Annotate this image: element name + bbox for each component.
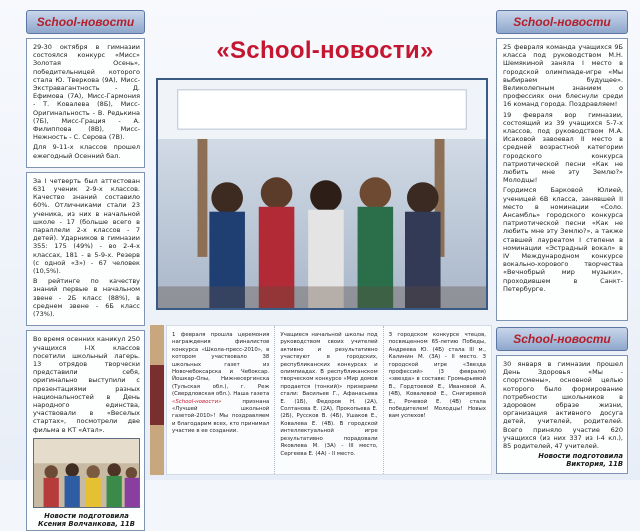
bottom-right-banner: [496, 327, 628, 351]
right-para-3: Гордимся Барковой Юлией, ученицей 6В класса, занявшей II место в номинации «Соло. Ансамбль» городского конкурса патриотической песни «Как не любить мне эту Землю?», а также ставшей лауреатом I степени в номинации «Эстрадный вокал» в IV Международном конкурсе вокально-хорового творчества «Вечнобрый мир музыки», проходившем в Санкт-Петербурге.: [503, 186, 623, 293]
bottom-right-signature: Новости подготовила Виктория, 11В: [538, 452, 623, 469]
left-news-box-1: [26, 38, 145, 168]
bottom-news-block: [166, 325, 492, 475]
left-para-1: 29-30 октября в гимназии состоялся конкурс «Мисс» Золотая Осень», победительницей которого стала Ю. Тверкова (9А), Мисс-Экстравагантность - Д. Ефимова (7А), Мисс-Гармония - Т. Ковалева (8Б), Мисс-Оригинальность - В. Редькина (7Б), Мисс-Грация - А. Филиппова (8В), Мисс-Нежность - С. Серова (7В).: [33, 43, 140, 142]
bottom-col-1: [167, 326, 274, 474]
left-para-2: Для 9-11-х классов прошел ежегодный Осенний бал.: [33, 143, 140, 160]
bottom-right-box: [496, 327, 628, 475]
bottom-right-para: 30 января в гимназии прошел День Здоровья «Мы - спортсмены», основной целью которого было формирование потребности школьников в здоровом образе жизни, организация активного досуга детей, учителей, родителей. Всего приняло участие 620 учащихся (из них 337 из I-4 кл.), 85 родителей, 47 учителей.: [503, 360, 623, 451]
right-column: [496, 10, 628, 321]
bottom-col-3: [383, 326, 491, 474]
right-banner-label: School-новости: [513, 15, 611, 29]
left-para-5: Во время осенних каникул 250 учащихся I-IX классов посетили школьный лагерь. 13 отрядов творчески представили себя, оригинально выступили с презентациями разных национальностей в День народного единства, участвовали в «Веселых стартах», посмотрели две фильма в КТ «Атал».: [33, 335, 140, 434]
left-para-3: За I четверть был аттестован 631 ученик 2-9-х классов. Качество знаний составило 60%. Отличниками стали 23 ученика, из них в начальной школе - 17 (больше всего в параллели 2-х классов - 7 детей). Ударников в гимназии 355: 175 (49%) - во 2-4-х классах, 181 - в 5-9-х. Резерв (с одной «3») - 67 человек (10,5%).: [33, 176, 140, 276]
bottom-col-3-text: З городском конкурсе чтецов, посвященном 65-летию Победы, Андреева Ю. (4Б) стала III м., Калинин М. (3А) - II место. З городской игре «Звезда профессий» (3 февраля) «звезда» в составе: Громырьевой В., Гордтоевой Е., Ивановой А. (4В), Ковалевой Е., Снигиревой Е., Рочевой Е. (4В) стала победителем! Молодцы! Новых вам успехов!: [388, 332, 486, 420]
left-news-box-2: [26, 172, 145, 326]
left-banner-label: School-новости: [36, 15, 135, 29]
main-title: «School-новости»: [216, 37, 434, 64]
bottom-col-2: [274, 326, 382, 474]
left-banner: [26, 10, 145, 34]
bottom-col-2-text: Учащиеся начальной школы под руководством своих учителей активно и результативно участвуют в городских, республиканских конкурсах и олимпиадах. В республиканском творческом конкурсе «Мир домов продается (тонкий)» призерами стали: Васильев Г., Афанасьева Е. (1Б), Федоров Н. (2А), Солтанова Е. (2А), Прокопьева Е. (2Б), Руссков В. (4Б), Ушаков Е., Ковалева Е. (4В). В городской интеллектуальной игре результативно порадовали Яковлева М. (3А) - III место, Сергеева Е. (4А) - II место.: [280, 332, 378, 457]
left-para-4: В рейтинге по качеству знаний первые в начальном звене - 2Б класс (88%), в среднем звене - 6Б класс (73%).: [33, 277, 140, 319]
right-para-2: 19 февраля вор гимназии, состоящий из 39 учащихся 5-7-х классов, под руководством М.А. Исаковой завоевал II место в средней возрастной категории городского конкурса патриотической песни «Как не любить мне эту Землю?» Молодцы!: [503, 110, 623, 185]
left-column: [26, 10, 145, 528]
bottom-left-photo-strip: [150, 325, 164, 475]
main-photo: [156, 78, 488, 310]
left-photo: [33, 438, 140, 508]
newspaper-name-highlight: «School-новости»: [172, 398, 222, 405]
left-news-box-3: [26, 330, 145, 530]
right-para-1: 25 февраля команда учащихся 9Б класса под руководством М.Н. Шемякиной заняла I место в городской олимпиаде-игре «Мы выбираем будущее». Великолепным знанием о профессиях они блеснули среди 16 команд города. Поздравляем!: [503, 43, 623, 109]
bottom-right-news: [496, 355, 628, 474]
right-news-box: [496, 38, 628, 321]
bottom-right-banner-label: School-новости: [513, 332, 611, 346]
right-banner: [496, 10, 628, 34]
left-signature: Новости подготовила Ксения Волчанкова, 11В: [38, 511, 135, 528]
bottom-col-1-text: 1 февраля прошла церемония награждения финалистов конкурса «Школа-пресс-2010», в котором участвовало 38 школьных газет из Новочебоксарска и Чебоксар. Йошкар-Олы, Нижнесергинска (Тульская обл.), г. Реж (Свердловская обл.). Наша газета «School-новости» признана «Лучшей школьной газетой-2010»! Мы поздравляем и благодарим всех, кто принимал участие в ее создании.: [172, 332, 270, 435]
